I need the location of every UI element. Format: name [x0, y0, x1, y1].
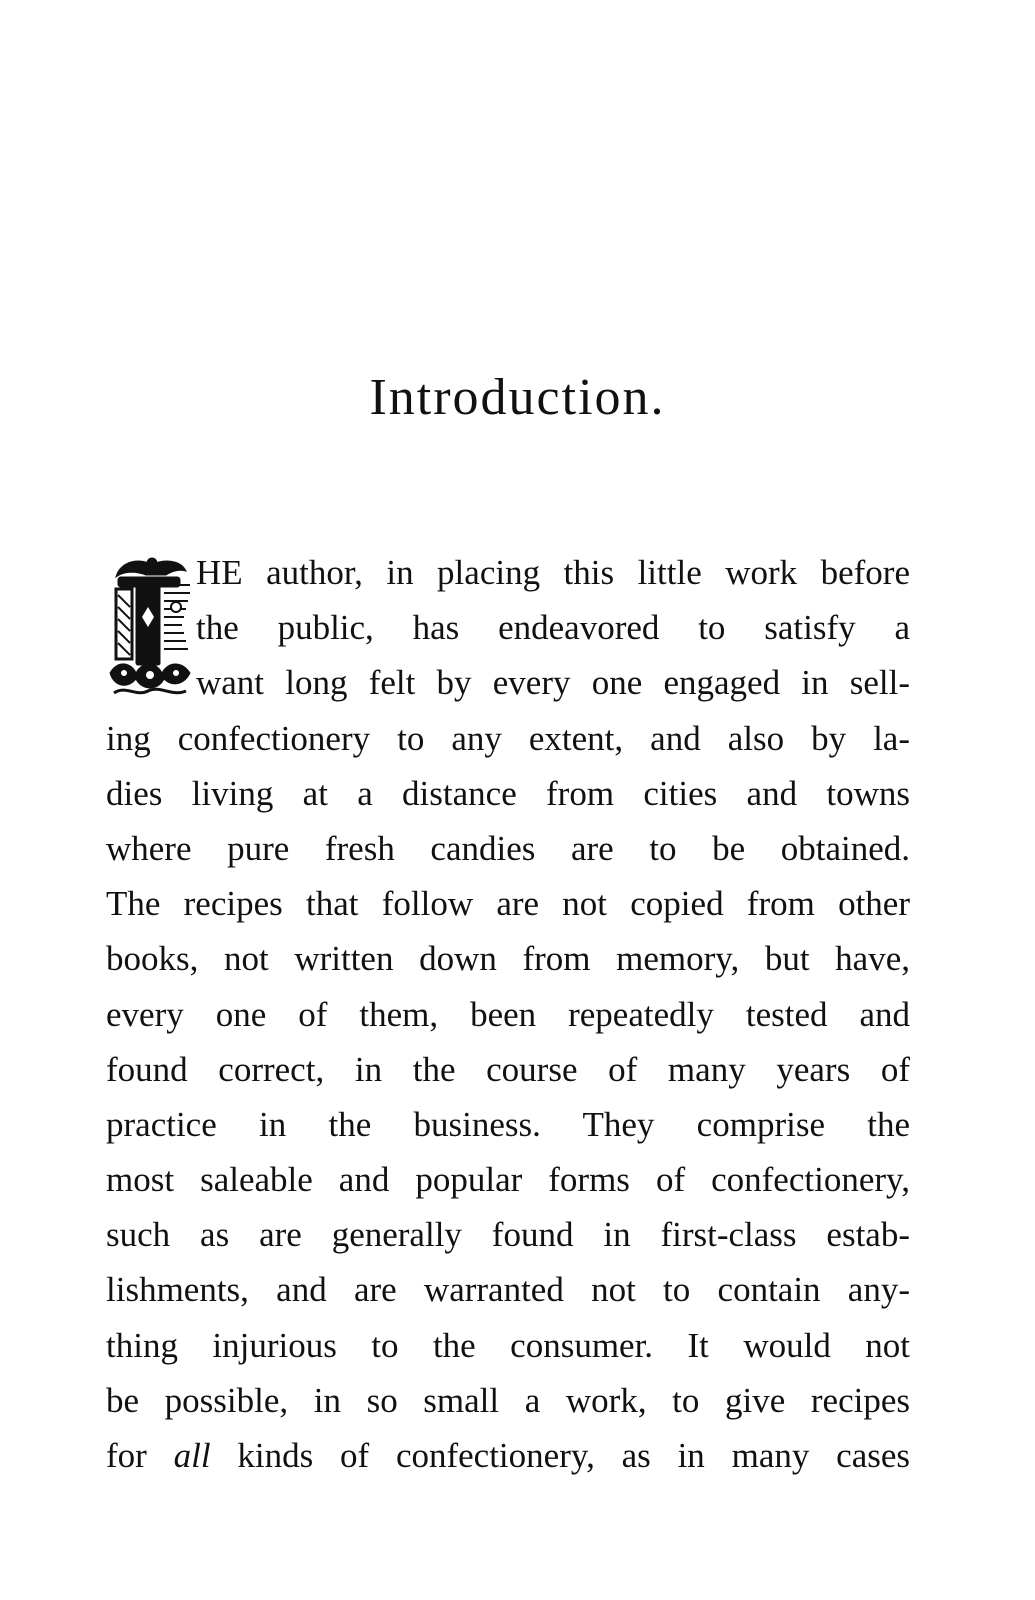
- text-line: the public, has endeavored to satisfy a: [196, 608, 910, 648]
- text-line: be possible, in so small a work, to give recipes: [106, 1380, 910, 1420]
- text-line: most saleable and popular forms of confectionery,: [106, 1160, 910, 1200]
- emphasized-word: all: [173, 1436, 211, 1475]
- page-title: Introduction.: [369, 369, 666, 426]
- text-segment: for: [106, 1436, 174, 1475]
- text-line: ing confectionery to any extent, and also by la-: [106, 718, 910, 758]
- text-segment: kinds of confectionery, as in many cases: [210, 1436, 910, 1475]
- text-line: want long felt by every one engaged in sell-: [196, 663, 910, 703]
- text-line: thing injurious to the consumer. It would not: [106, 1325, 910, 1365]
- text-line: HE author, in placing this little work before: [196, 553, 910, 592]
- text-line: dies living at a distance from cities and towns: [106, 773, 910, 813]
- text-line: lishments, and are warranted not to contain any-: [106, 1270, 910, 1310]
- text-line: The recipes that follow are not copied from other: [106, 884, 910, 924]
- text-line-last: [106, 1428, 910, 1483]
- introduction-paragraph: [106, 545, 910, 1483]
- text-line: practice in the business. They comprise the: [106, 1104, 910, 1144]
- text-line: books, not written down from memory, but have,: [106, 939, 910, 979]
- text-line: such as are generally found in first-class estab-: [106, 1215, 910, 1255]
- text-line: every one of them, been repeatedly tested and: [106, 994, 910, 1034]
- text-line: found correct, in the course of many years of: [106, 1049, 910, 1089]
- text-line: where pure fresh candies are to be obtained.: [106, 828, 910, 868]
